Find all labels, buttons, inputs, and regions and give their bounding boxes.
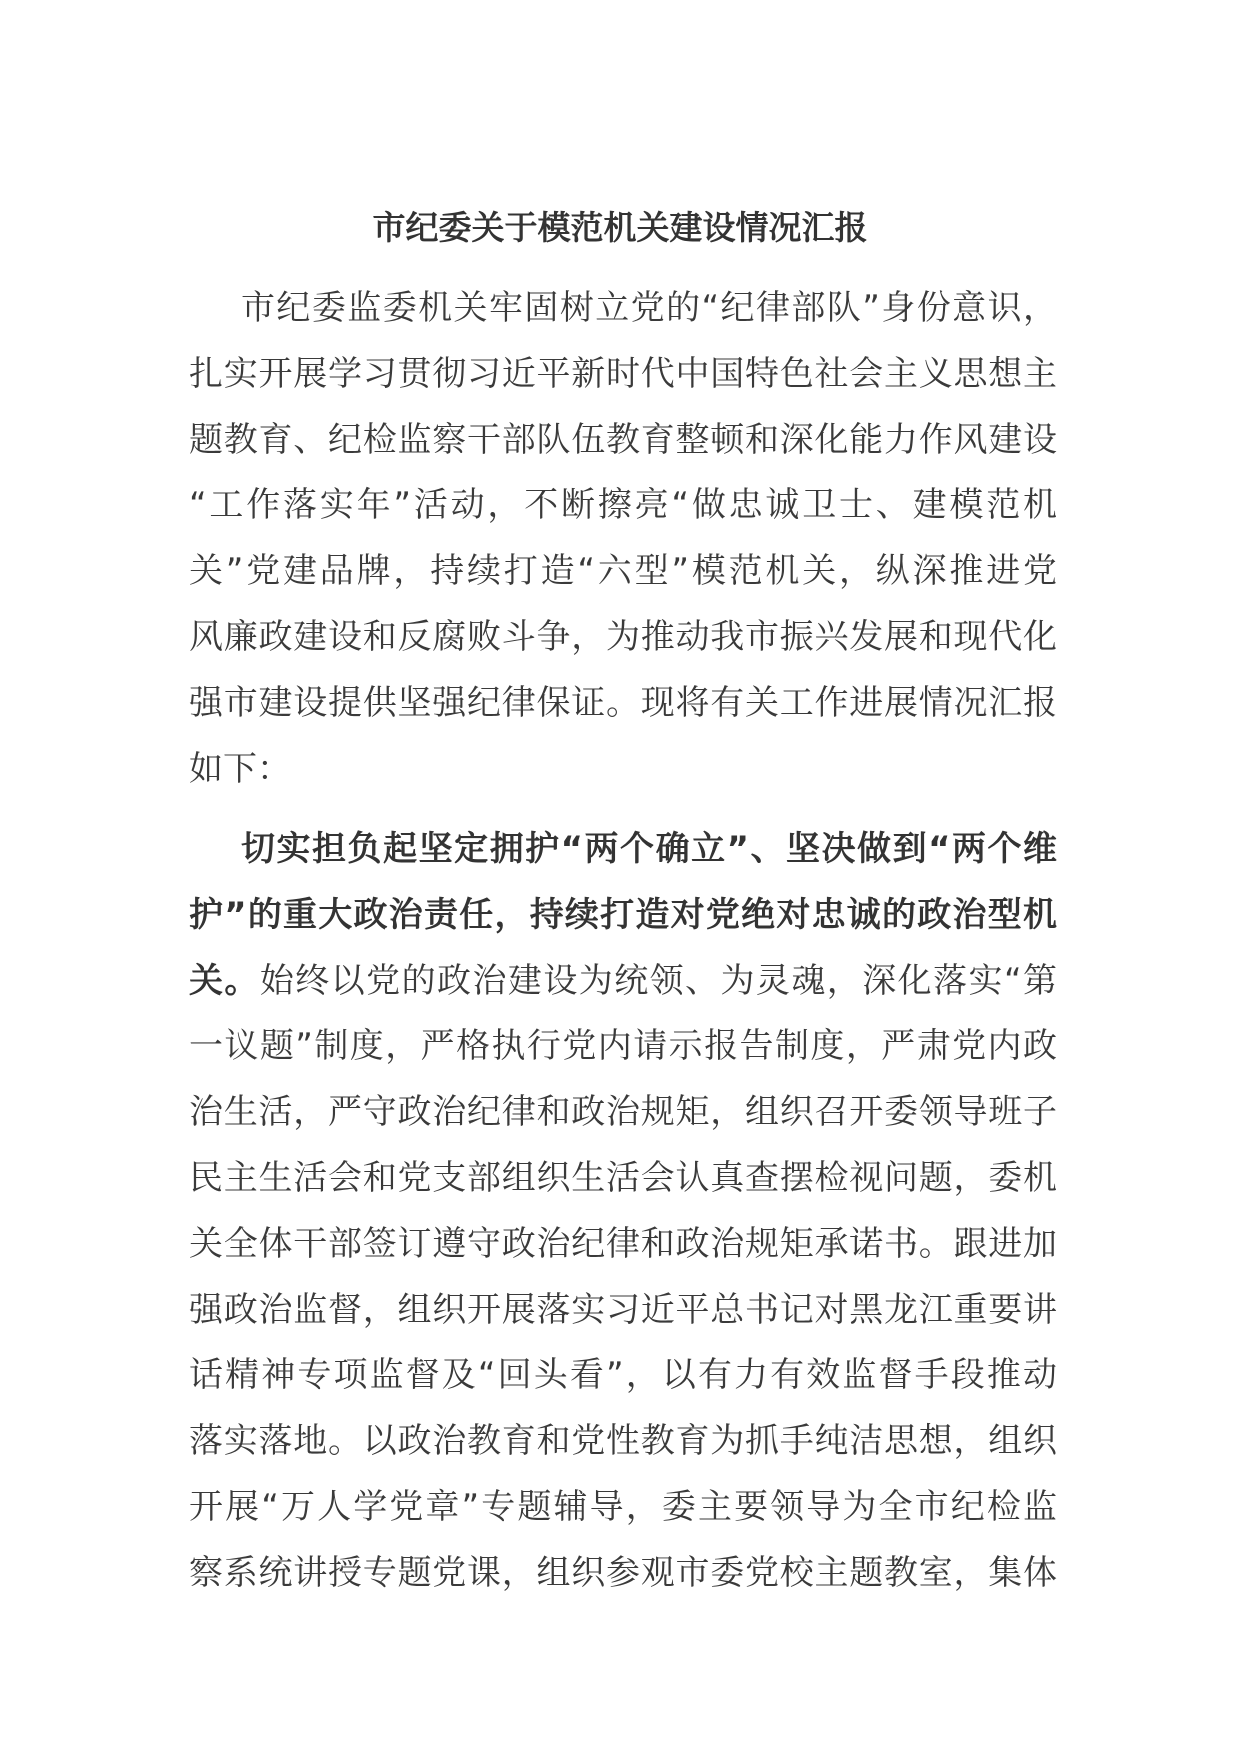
section-heading-line: 护”的重大政治责任，持续打造对党绝对忠诚的政治型机 — [189, 894, 1057, 935]
text-line: 强政治监督，组织开展落实习近平总书记对黑龙江重要讲 — [189, 1289, 1057, 1330]
section-heading-end: 关。 — [189, 960, 260, 1001]
text-line — [189, 949, 1057, 1015]
text-line: 落实落地。以政治教育和党性教育为抓手纯洁思想，组织 — [189, 1421, 1057, 1462]
text-line: “工作落实年”活动，不断擦亮“做忠诚卫士、建模范机 — [189, 485, 1057, 526]
text-line: 一议题”制度，严格执行党内请示报告制度，严肃党内政 — [189, 1026, 1057, 1067]
text-line: 市纪委监委机关牢固树立党的“纪律部队”身份意识， — [241, 288, 1057, 328]
text-line: 话精神专项监督及“回头看”，以有力有效监督手段推动 — [189, 1355, 1057, 1396]
text-line: 治生活，严守政治纪律和政治规矩，组织召开委领导班子 — [189, 1092, 1057, 1133]
text-line: 如下： — [189, 748, 291, 789]
text-line: 扎实开展学习贯彻习近平新时代中国特色社会主义思想主 — [189, 353, 1057, 394]
text-line: 风廉政建设和反腐败斗争，为推动我市振兴发展和现代化 — [189, 616, 1057, 657]
text-line: 强市建设提供坚强纪律保证。现将有关工作进展情况汇报 — [189, 682, 1057, 723]
body-text: 始终以党的政治建设为统领、为灵魂，深化落实“第 — [259, 960, 1057, 1001]
text-line: 题教育、纪检监察干部队伍教育整顿和深化能力作风建设 — [189, 419, 1057, 460]
intro-paragraph — [189, 276, 1057, 802]
text-line: 关全体干部签订遵守政治纪律和政治规矩承诺书。跟进加 — [189, 1223, 1057, 1264]
text-line: 察系统讲授专题党课，组织参观市委党校主题教室，集体 — [189, 1552, 1057, 1593]
text-line: 开展“万人学党章”专题辅导，委主要领导为全市纪检监 — [189, 1486, 1057, 1527]
document-title: 市纪委关于模范机关建设情况汇报 — [372, 208, 868, 247]
section-paragraph — [189, 817, 1057, 1607]
section-heading-line: 切实担负起坚定拥护“两个确立”、坚决做到“两个维 — [241, 829, 1057, 869]
text-line: 关”党建品牌，持续打造“六型”模范机关，纵深推进党 — [189, 551, 1057, 592]
text-line: 民主生活会和党支部组织生活会认真查摆检视问题，委机 — [189, 1157, 1057, 1198]
